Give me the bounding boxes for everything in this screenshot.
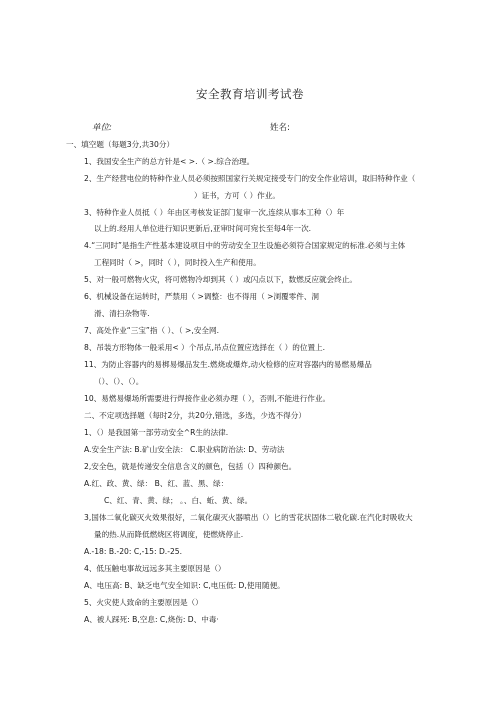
exam-line: 10、易燃易爆场所需要进行焊接作业必须办理（ ），否则,不能进行作业。 <box>84 394 331 403</box>
exam-line: 量的热.从而降低燃烧区将调度，使燃烧停止. <box>94 530 244 539</box>
exam-line: 8、吊装方形物体一般采用< ）个吊点,吊点位置应选择在（ ）的位置上. <box>84 343 326 352</box>
exam-line: A.红、政、黄、绿： B、红、蓝、黑、绿： <box>84 479 229 488</box>
exam-line: 滑、清扫杂物等. <box>94 309 150 318</box>
exam-line: A.-18: B.-20: C,-15: D.-25. <box>84 547 183 556</box>
exam-line: 3、特种作业人员抵（ ）年由区考核发证部门复审一次,连续从事本工种（）年 <box>84 208 345 217</box>
exam-line: 1、我国安全生产的总方针是< >.（ >.综合治理。 <box>84 157 255 166</box>
exam-line: 7、高处作业“三宝”指（ ）、（ >,安全网. <box>84 326 220 335</box>
exam-line: 5、对一般可燃物火灾，将可燃物冷却到其（ ）或闪点以下，数燃反应就会终止。 <box>84 275 358 284</box>
exam-line: A、被人踩死: B,空息: C,烧伤: D、中毒· <box>84 615 219 624</box>
exam-line: 3,国体二氧化碳灭火效果很好，二氧化碳灭火器喷出（）匕的雪花状固体二敬化碳.在汽化时吸收大 <box>84 513 413 522</box>
exam-line: 2、生产经营电位的特种作业人员必须按照国家行关规定接受专门的安全作业培训，取旧特种作业（ <box>84 174 416 183</box>
exam-line: ）证书，方可（ ）作业。 <box>194 191 280 200</box>
exam-line: （）、（）、（）。 <box>94 377 144 386</box>
exam-line: 以上的.经用人单位进行知识更新后,亚审时间可宛长至每4年一次. <box>94 224 312 233</box>
exam-line: 工程同时（ >，同时（ ），同时投入生产和使用。 <box>94 258 261 267</box>
exam-line: A.安全生产法: B.矿山安全法： C.职业病防治法: D、劳动法 <box>84 445 285 454</box>
exam-line: C、红、青、黄、绿； 。、白、蚯、黄、绿。 <box>104 496 253 505</box>
exam-line: 5、火灾使人致命的主要原因是（） <box>84 598 203 607</box>
exam-line: 一、填空题（每题3分,共30分） <box>66 140 175 149</box>
unit-label: 单位: <box>92 123 112 133</box>
page-title: 安全教育培训考试卷 <box>196 87 304 101</box>
name-label: 姓名: <box>270 123 290 133</box>
exam-line: 1、（）是我国第一部劳动安全^R生的法律. <box>84 428 229 437</box>
exam-line: 11、为防止容器内的易梆易爆品发生.燃烧或爆炸,动火检修的应对容器内的易燃易爆品 <box>84 360 372 369</box>
exam-line: 4、低压触电事故远远多其主要原因是（） <box>84 564 226 573</box>
exam-line: 二、不定项选择题（每时2分，共20分,错选，多选，少选不得分） <box>84 411 306 420</box>
exam-line: 2,安全色，就是传递安全信息含义的颜色，包括（）四种颜色。 <box>84 462 297 471</box>
exam-line: 4.“三同时”是指生产性基本建设项目中的劳动安全卫生设施必须符合国家规定的标准.必须与主体 <box>84 241 406 250</box>
exam-line: A、电压高: B、缺乏电气安全知识: C,电压低: D,使用随便。 <box>84 581 285 590</box>
exam-line: 6、机械设备在运转时，严禁用（ >调整：也不得用（ >浏覆零件、洞 <box>84 292 320 301</box>
